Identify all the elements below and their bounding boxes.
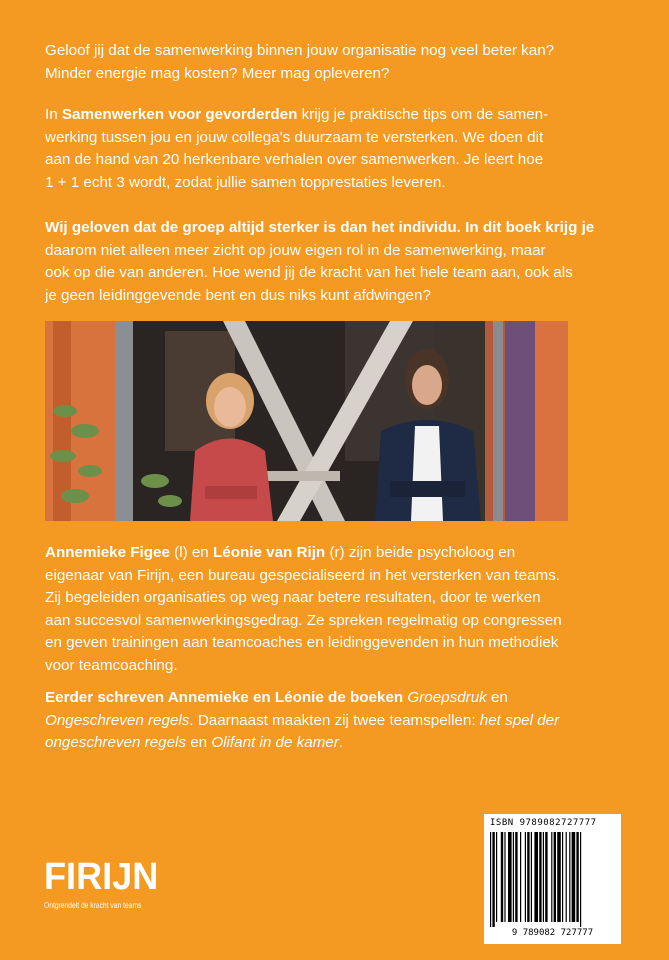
barcode-bar (520, 832, 521, 922)
text-span: voor teamcoaching. (45, 656, 178, 674)
barcode-bar (576, 832, 578, 922)
text-span: (r) zijn beide psycholoog en (325, 544, 516, 561)
text-span: en (186, 734, 212, 751)
barcode-bar (504, 832, 505, 922)
text-span: . Daarnaast maakten zij twee teamspellen: (189, 711, 480, 729)
barcode-bar (569, 832, 570, 922)
book-title: Groepsdruk (407, 689, 487, 706)
text-span: ook op die van anderen. Hoe wend jij de kracht van het hele team aan, ook als (45, 264, 573, 281)
barcode-bar (531, 832, 532, 922)
text-span: aan succesvol samenwerkingsgedrag. Ze spreken regelmatig op congressen (45, 611, 562, 629)
text-span: aan de hand van 20 herkenbare verhalen over samenwerken. Je leert hoe (45, 151, 544, 168)
barcode-bar (496, 832, 497, 922)
book-title: Ongeschreven regels (45, 711, 190, 729)
barcode-bar (508, 832, 512, 922)
belief-paragraph (45, 217, 594, 307)
barcode-bar (562, 832, 563, 922)
text-span: (l) en (169, 544, 213, 561)
intro-paragraph (45, 40, 554, 85)
authors-photo-illustration (45, 321, 568, 521)
barcode-bar (492, 832, 494, 927)
barcode-bar (580, 832, 581, 927)
logo-tagline: Ontgrendelt de kracht van teams (44, 901, 142, 910)
barcode-bar (554, 832, 556, 922)
text-span: en (486, 689, 508, 706)
bold-statement: Wij geloven dat de groep altijd sterker is dan het individu. In dit boek krijg je (45, 219, 595, 236)
barcode-bar (557, 832, 561, 922)
logo-wordmark: FIRIJN (44, 856, 159, 898)
text-span: . (338, 734, 344, 751)
intro-line: Minder energie mag kosten? Meer mag opleveren? (45, 64, 390, 82)
text-span: eigenaar van Firijn, een bureau gespecialiseerd in het versterken van teams. (45, 566, 560, 584)
authors-photo (45, 321, 568, 521)
intro-line: Geloof jij dat de samenwerking binnen jouw organisatie nog veel beter kan? (45, 42, 555, 59)
author-name: Léonie van Rijn (212, 544, 326, 561)
barcode-digits: 9 789082 727777 (511, 928, 594, 938)
firijn-logo (44, 858, 164, 910)
barcode-bars (490, 832, 615, 927)
authors-paragraph (45, 542, 635, 677)
game-title: het spel der (479, 711, 560, 729)
author-name: Annemieke Figee (45, 544, 170, 561)
text-span: Zij begeleiden organisaties op weg naar betere resultaten, door te werken (45, 589, 541, 606)
barcode-bar (566, 832, 567, 922)
text-span: werking tussen jou en jouw collega's duurzaam te versterken. We doen dit (45, 128, 544, 146)
barcode-bar (513, 832, 514, 922)
text-span: 1 + 1 echt 3 wordt, zodat jullie samen topprestaties leveren. (45, 173, 446, 191)
bold-lead: Eerder schreven Annemieke en Léonie de boeken (45, 689, 404, 706)
barcode-bar (543, 832, 544, 922)
description-paragraph (45, 104, 548, 194)
barcode-bar (525, 832, 526, 922)
text-span: krijg je praktische tips om de samen- (297, 106, 549, 123)
game-title: Olifant in de kamer (211, 734, 339, 751)
barcode-bar (527, 832, 529, 922)
text-span: In (45, 106, 62, 123)
barcode-bar (539, 832, 541, 922)
barcode-bar (490, 832, 491, 927)
barcode-bar (501, 832, 503, 922)
isbn-barcode (484, 814, 621, 944)
isbn-label: ISBN 9789082727777 (490, 818, 597, 828)
barcode-bar (545, 832, 547, 922)
barcode-bar (551, 832, 552, 922)
book-title: Samenwerken voor gevorderden (61, 106, 298, 123)
barcode-bar (515, 832, 517, 922)
barcode-bar (534, 832, 538, 922)
game-title: ongeschreven regels (45, 734, 186, 751)
text-span: daarom niet alleen meer zicht op jouw eigen rol in de samenwerking, maar (45, 241, 546, 259)
text-span: je geen leidinggevende bent en dus niks kunt afdwingen? (45, 286, 431, 304)
barcode-bar (572, 832, 576, 922)
books-paragraph (45, 687, 635, 755)
text-span: en geven trainingen aan teamcoaches en leidinggevenden in hun methodiek (45, 634, 559, 651)
